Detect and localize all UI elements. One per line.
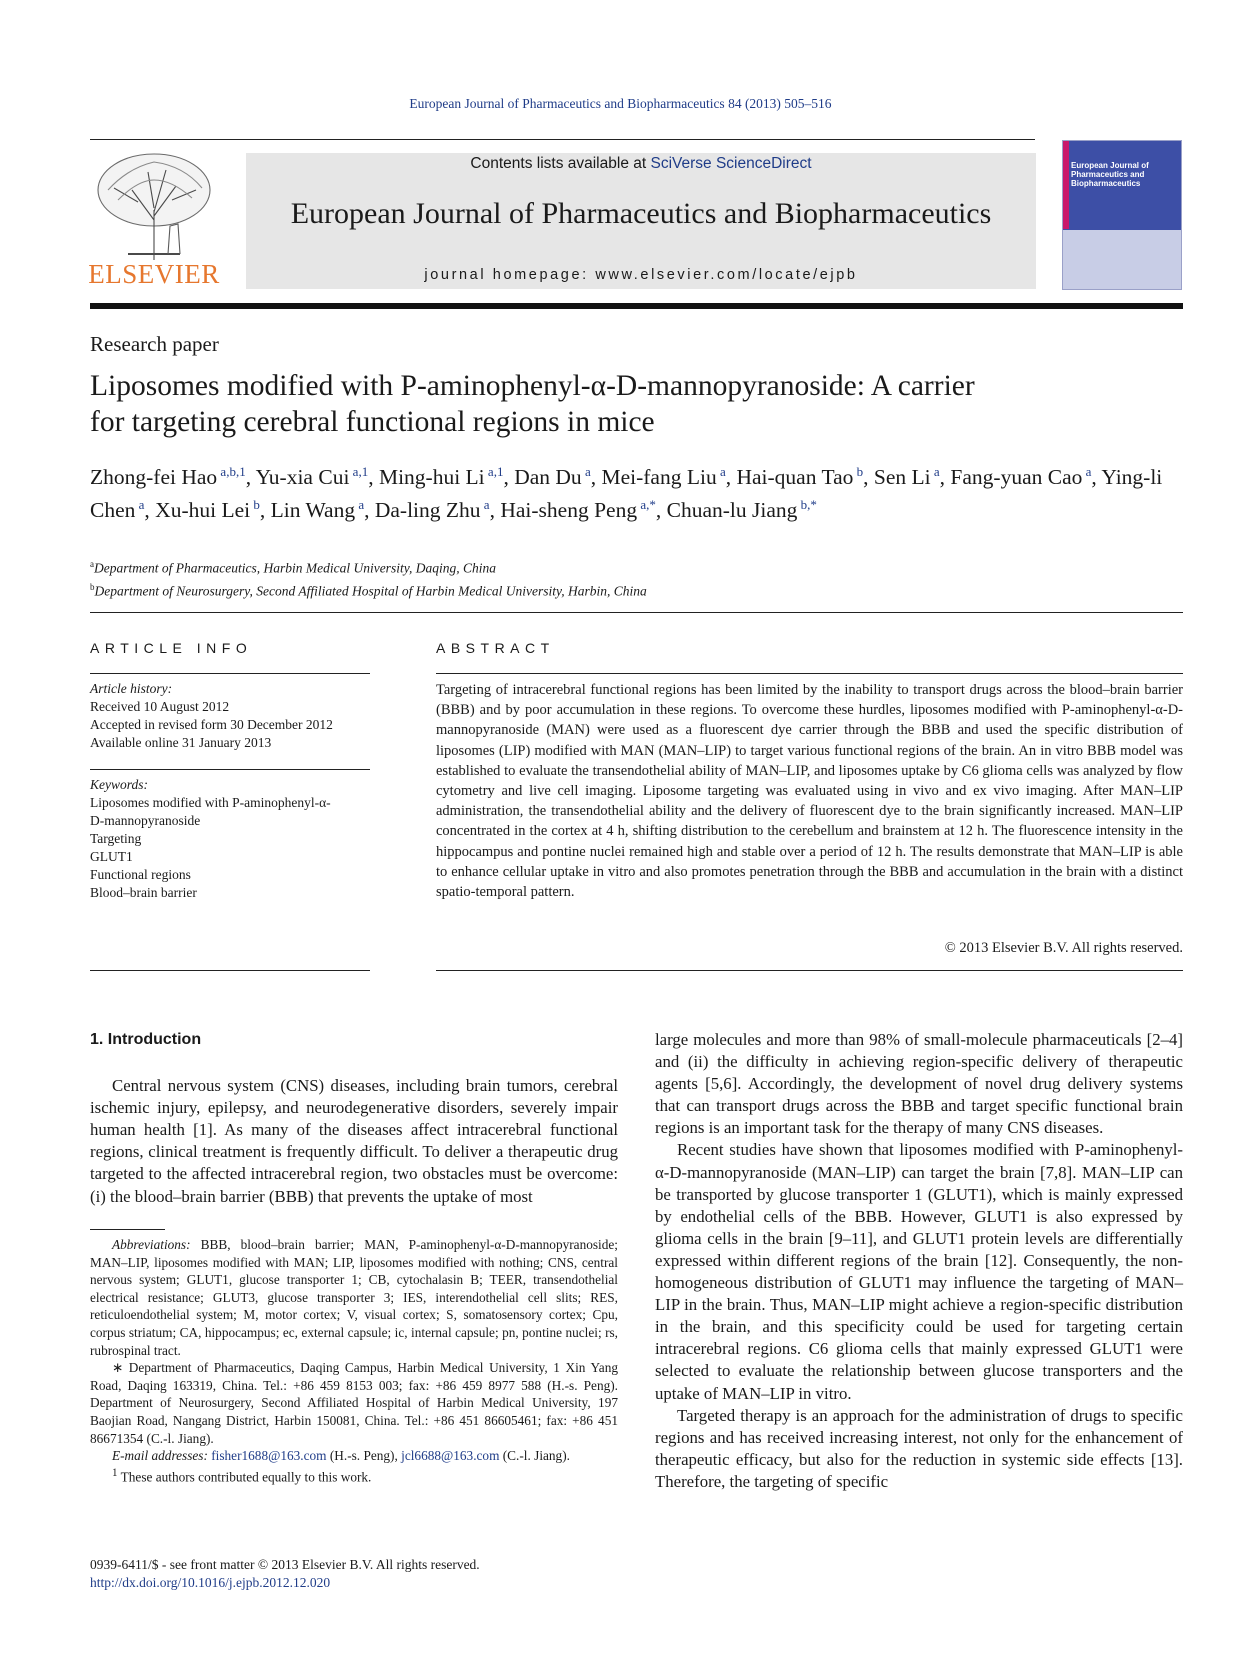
author-affiliation-mark[interactable]: a,*	[637, 497, 656, 513]
keywords-label: Keywords:	[90, 777, 148, 792]
affiliation-b	[90, 578, 1183, 601]
author	[500, 498, 656, 522]
author-affiliation-mark[interactable]: a,1	[349, 464, 369, 479]
author-name: Sen Li	[873, 465, 931, 490]
footnotes	[90, 1236, 618, 1486]
author	[601, 465, 725, 489]
affiliations	[90, 555, 1183, 600]
info-rule	[90, 970, 370, 971]
contents-line	[246, 155, 1036, 173]
article-title	[90, 368, 1130, 440]
author-affiliation-mark[interactable]: a	[355, 497, 365, 513]
revised-date: Accepted in revised form 30 December 2012	[90, 717, 333, 732]
corresponding-footnote: ∗ Department of Pharmaceutics, Daqing Campus, Harbin Medical University, 1 Xin Yang Road, Daqing 163319, China. Tel.: +86 459 8153 003; fax: +86 459 8977 588 (H.-s. Peng). Department of Neurosurgery, Second Affiliated Hospital of Harbin Medical University, 197 Baojian Road, Nangang District, Harbin 150081, China. Tel.: +86 451 86605461; fax: +86 451 86671354 (C.-l. Jiang).	[90, 1360, 618, 1446]
affiliation-a	[90, 555, 1183, 578]
author-name: Xu-hui Lei	[155, 498, 251, 523]
article-info-heading: ARTICLE INFO	[90, 640, 253, 656]
abbreviations-label: Abbreviations:	[112, 1237, 191, 1252]
keywords	[90, 776, 370, 902]
email-link-jiang[interactable]: jcl6688@163.com	[401, 1448, 500, 1464]
affiliation-text: Department of Neurosurgery, Second Affiliated Hospital of Harbin Medical University, Harbin, China	[94, 583, 647, 598]
author-affiliation-mark[interactable]: b	[853, 464, 864, 479]
author-affiliation-mark[interactable]: a	[480, 497, 490, 513]
email-footnote	[90, 1447, 618, 1465]
author-name: Lin Wang	[270, 498, 356, 523]
contents-prefix: Contents lists available at	[470, 155, 651, 172]
journal-masthead	[246, 153, 1036, 289]
author	[90, 465, 246, 489]
author-name: Fang-yuan Cao	[950, 465, 1083, 490]
section-rule	[90, 612, 1183, 613]
abstract-text: Targeting of intracerebral functional regions has been limited by the inability to transport drugs across the blood–brain barrier (BBB) and by poor accumulation in these regions. To overcome these hurdles, liposomes modified with P-aminophenyl-α-D-mannopyranoside (MAN) were used as a fluorescent dye carrier through the BBB and used the specific distribution of liposomes (LIP) modified with MAN (MAN–LIP) to target various functional regions of the brain. An in vitro BBB model was established to evaluate the transendothelial ability of MAN–LIP, and liposomes uptake by C6 glioma cells was analyzed by flow cytometry and live cell imaging. Liposome targeting was evaluated using in vivo and ex vivo imaging. After MAN–LIP administration, the transendothelial ability and the delivery of fluorescent dye to the brain significantly increased. MAN–LIP concentrated in the cortex at 4 h, shifting distribution to the cerebellum and brainstem at 12 h. The fluorescence intensity in the hippocampus and pontine nuclei remained high and stable over a period of 12 h. The results demonstrate that MAN–LIP is able to enhance cellular uptake in vitro and also promotes penetration through the BBB and accumulation in the brain with a distinct spatio-temporal pattern.	[436, 682, 1183, 901]
author-name: Mei-fang Liu	[601, 465, 717, 490]
author-name: Hai-sheng Peng	[500, 498, 638, 523]
abstract-copyright: © 2013 Elsevier B.V. All rights reserved.	[944, 940, 1183, 956]
email-owner: (H.-s. Peng),	[329, 1448, 398, 1464]
keyword: Functional regions	[90, 867, 191, 882]
abbreviations-footnote	[90, 1236, 618, 1359]
received-date: Received 10 August 2012	[90, 699, 230, 714]
publisher-name: ELSEVIER	[88, 259, 220, 289]
elsevier-logo	[88, 150, 220, 290]
keyword: Targeting	[90, 831, 142, 846]
author-name: Da-ling Zhu	[374, 498, 481, 523]
online-date: Available online 31 January 2013	[90, 735, 272, 750]
email-owner: (C.-l. Jiang).	[502, 1448, 570, 1464]
body-paragraph: Targeted therapy is an approach for the administration of drugs to specific regions and has received increasing interest, not only for the enhancement of therapeutic efficacy, but also for the reduction in systemic side effects [13]. Therefore, the targeting of specific	[655, 1405, 1183, 1491]
journal-name: European Journal of Pharmaceutics and Biopharmaceutics	[290, 197, 992, 230]
journal-homepage[interactable]: journal homepage: www.elsevier.com/locate/ejpb	[424, 267, 858, 283]
title-line-2: for targeting cerebral functional regions in mice	[90, 406, 655, 438]
masthead-rule	[90, 139, 1035, 140]
keyword: D-mannopyranoside	[90, 813, 201, 828]
affiliation-text: Department of Pharmaceutics, Harbin Medical University, Daqing, China	[94, 560, 496, 576]
author-name: Hai-quan Tao	[736, 465, 854, 490]
author-affiliation-mark[interactable]: a,b,1	[217, 464, 246, 479]
abstract-heading: ABSTRACT	[436, 640, 555, 656]
article-type: Research paper	[90, 332, 219, 356]
email-link-peng[interactable]: fisher1688@163.com	[211, 1448, 327, 1464]
author-affiliation-mark[interactable]: b,*	[797, 497, 817, 513]
cover-title: European Journal of Pharmaceutics and Biopharmaceutics	[1071, 161, 1149, 188]
author	[256, 465, 369, 489]
article-history	[90, 680, 370, 752]
abstract-rule	[436, 673, 1183, 674]
author	[271, 498, 365, 522]
info-rule	[90, 673, 370, 674]
front-matter-info	[90, 1556, 480, 1592]
author-affiliation-mark[interactable]: a	[1082, 464, 1092, 479]
author	[375, 498, 490, 522]
body-paragraph: Central nervous system (CNS) diseases, including brain tumors, cerebral ischemic injury, epilepsy, and neurodegenerative disorders, severely impair human health [1]. As many of the diseases affect intracerebral functional regions, clinical treatment is frequently difficult. To deliver a therapeutic drug targeted to the affected intracerebral region, two obstacles must be overcome: (i) the blood–brain barrier (BBB) that prevents the uptake of most	[90, 1076, 618, 1206]
author	[379, 465, 504, 489]
author-affiliation-mark[interactable]: b	[250, 497, 260, 513]
author	[514, 465, 591, 489]
keyword: GLUT1	[90, 849, 133, 864]
author-name: Dan Du	[514, 465, 582, 490]
equal-contribution-text: These authors contributed equally to this work.	[120, 1469, 372, 1485]
email-label: E-mail addresses:	[112, 1448, 208, 1464]
keyword: Liposomes modified with P-aminophenyl-α-	[90, 795, 331, 810]
author	[667, 498, 817, 522]
author-name: Yu-xia Cui	[255, 465, 350, 490]
body-paragraph: Recent studies have shown that liposomes modified with P-aminophenyl-α-D-mannopyranoside (MAN–LIP) can target the brain [7,8]. MAN–LIP can be transported by glucose transporter 1 (GLUT1), which is mainly expressed by endothelial cells of the BBB. However, GLUT1 is also expressed by glioma cells in the brain [9–11], and GLUT1 protein levels are differentially expressed within different regions of the brain [12]. Consequently, the non-homogeneous distribution of GLUT1 may influence the targeting of MAN–LIP in the brain. Thus, MAN–LIP might achieve a region-specific distribution in the brain, and this specificity could be used for targeting certain intracerebral regions. C6 glioma cells that mainly expressed GLUT1 were selected to evaluate the relationship between glucose transporters and the uptake of MAN–LIP in vitro.	[655, 1140, 1183, 1403]
footnote-rule	[90, 1229, 165, 1230]
body-column-right	[655, 1029, 1183, 1493]
author-affiliation-mark[interactable]: a	[716, 464, 726, 479]
title-line-1: Liposomes modified with P-aminophenyl-α-D-mannopyranoside: A carrier	[90, 370, 975, 402]
abstract-rule	[436, 970, 1183, 971]
issn-line: 0939-6411/$ - see front matter © 2013 Elsevier B.V. All rights reserved.	[90, 1557, 480, 1572]
author-affiliation-mark[interactable]: a,1	[484, 464, 504, 479]
abbreviations-text: BBB, blood–brain barrier; MAN, P-aminophenyl-α-D-mannopyranoside; MAN–LIP, liposomes modified with MAN; LIP, liposomes modified with nothing; CNS, central nervous system; GLUT1, glucose transporter 1; CB, cytochalasin B; TEER, transendothelial electrical resistance; GLUT3, glucose transporter 3; IES, interendothelial cell slits; RES, reticuloendothelial system; M, motor cortex; V, visual cortex; S, somatosensory cortex; Cpu, corpus striatum; CA, hippocampus; ec, external capsule; ic, internal capsule; pn, pontine nuclei; rs, rubrospinal tract.	[90, 1237, 618, 1358]
body-paragraph: large molecules and more than 98% of small-molecule pharmaceuticals [2–4] and (ii) the difficulty in achieving region-specific delivery of therapeutic agents [5,6]. Accordingly, the development of novel drug delivery systems that can transport drugs across the BBB and target specific functional brain regions is an important task for the therapy of many CNS diseases.	[655, 1030, 1183, 1138]
author-list: Zhong-fei Hao $^{a,b,1}$, Yu-xia Cui $^{a,1}$, Ming-hui Li $^{a,1}$, Dan Du $^a$, Mei-fang Liu $^a$, Hai-quan Tao $^b$, Sen Li $^a$, Fang-yuan Cao $^a$, Ying-li Chen $^a$, Xu-hui Lei $^b$, Lin Wang $^a$, Da-ling Zhu $^a$, Hai-sheng Peng $^{a,*}$, Chuan-lu Jiang $^{b,*}$	[90, 464, 1163, 523]
sciencedirect-link[interactable]: SciVerse ScienceDirect	[650, 155, 812, 172]
masthead-thick-rule	[90, 303, 1183, 309]
equal-contribution-footnote	[90, 1465, 618, 1486]
author-name: Zhong-fei Hao	[90, 465, 218, 490]
author-affiliation-mark[interactable]: a	[135, 497, 145, 513]
doi-link[interactable]: http://dx.doi.org/10.1016/j.ejpb.2012.12.020	[90, 1575, 331, 1590]
author-affiliation-mark[interactable]: a	[930, 464, 940, 479]
section-heading-introduction: 1. Introduction	[90, 1031, 202, 1048]
author-name: Ying-li Chen	[90, 465, 1163, 523]
author-affiliation-mark[interactable]: a	[581, 464, 591, 479]
cover-accent-bar	[1063, 141, 1069, 229]
author	[874, 465, 940, 489]
info-rule	[90, 769, 370, 770]
keyword: Blood–brain barrier	[90, 885, 197, 900]
author-name: Ming-hui Li	[378, 465, 485, 490]
body-column-left	[90, 1029, 618, 1208]
author	[950, 465, 1091, 489]
journal-cover	[1062, 140, 1182, 290]
affiliation-mark: a	[90, 559, 94, 569]
history-label: Article history:	[90, 681, 173, 696]
author	[155, 498, 260, 522]
affiliation-mark: b	[90, 581, 95, 592]
tree-icon	[88, 150, 220, 262]
running-head[interactable]: European Journal of Pharmaceutics and Biopharmaceutics 84 (2013) 505–516	[409, 96, 832, 111]
footnote-mark: 1	[112, 1466, 118, 1479]
author-name: Chuan-lu Jiang	[666, 498, 798, 523]
author	[736, 465, 863, 489]
